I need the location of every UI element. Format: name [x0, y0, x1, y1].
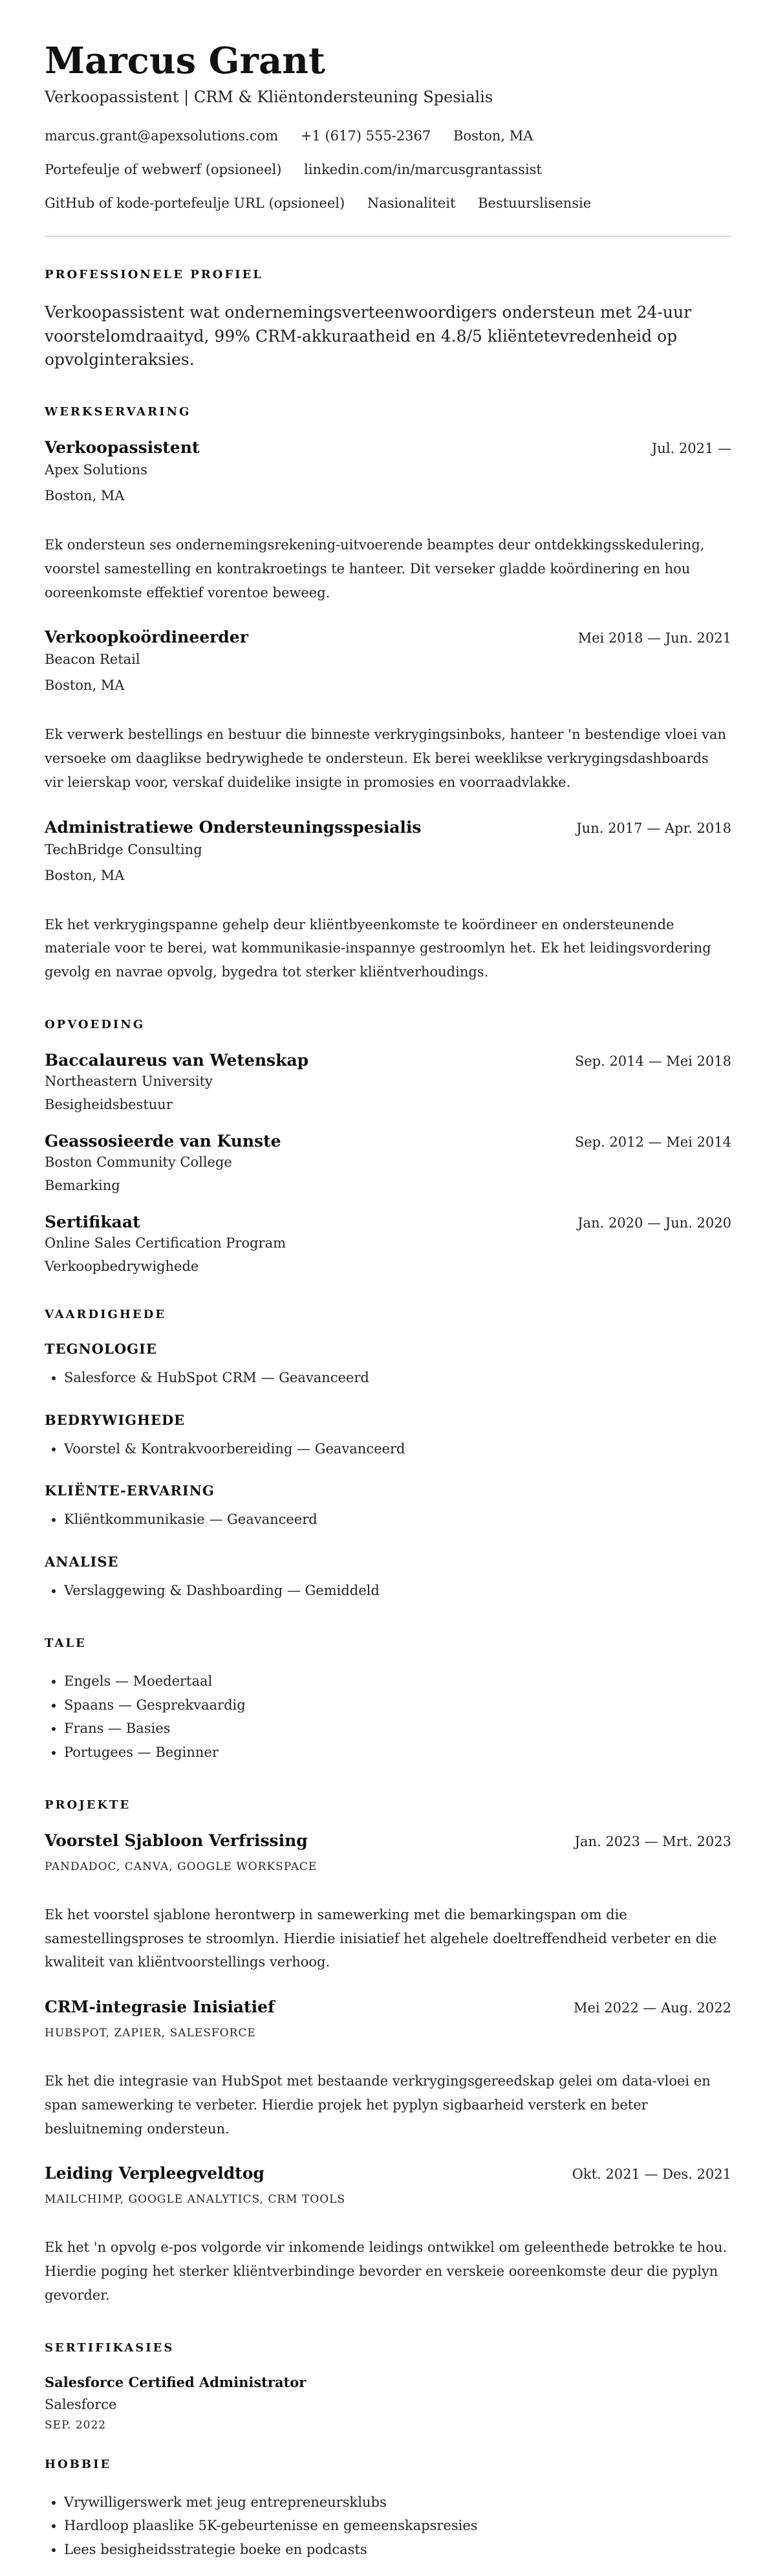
- experience-role: Administratiewe Ondersteuningsspesialis: [45, 817, 422, 837]
- experience-date: Mei 2018 — Jun. 2021: [577, 630, 731, 646]
- certification-name: Salesforce Certified Administrator: [45, 2373, 307, 2390]
- section-title-languages: TALE: [45, 1636, 87, 1650]
- projects-section: [45, 1798, 731, 2307]
- experience-location: Boston, MA: [45, 488, 125, 504]
- project-date: Mei 2022 — Aug. 2022: [573, 2000, 731, 2016]
- contact-nationality: Nasionaliteit: [367, 195, 456, 212]
- project-tech: HUBSPOT, ZAPIER, SALESFORCE: [45, 2027, 256, 2040]
- experience-role: Verkoopassistent: [45, 438, 200, 457]
- experience-description: Ek verwerk bestellings en bestuur die binneste verkrygingsinboks, hanteer 'n bestendige vloei van versoeke om daaglikse bedrywighede te ondersteun. Ek berei weeklikse verkrygingsdashboards vir leierskap voor, verskaf duidelike insigte in promosies en voorraadvlakke.: [45, 727, 726, 790]
- skill-list: [45, 1366, 731, 1390]
- project-entry: [45, 2164, 731, 2307]
- skill-item: • Kliëntkommunikasie — Geavanceerd: [64, 1508, 731, 1532]
- section-title-experience: WERKSERVARING: [45, 405, 191, 419]
- skill-list: [45, 1508, 731, 1532]
- project-description: Ek het voorstel sjablone herontwerp in samewerking met die bemarkingspan om die samestellingsproses te stroomlyn. Hierdie inisiatief het algehele doeltreffendheid verbeter en die kwaliteit van kliëntvoorstellings verhoog.: [45, 1906, 717, 1970]
- skill-category: BEDRYWIGHEDE: [45, 1411, 186, 1428]
- contact-row-3: [45, 195, 731, 211]
- education-section: [45, 1018, 731, 1274]
- experience-entry: [45, 628, 731, 794]
- education-date: Sep. 2014 — Mei 2018: [574, 1053, 731, 1069]
- section-title-projects: PROJEKTE: [45, 1798, 131, 1812]
- certification-date: SEP. 2022: [45, 2418, 107, 2432]
- project-tech: PANDADOC, CANVA, GOOGLE WORKSPACE: [45, 1860, 318, 1873]
- project-description: Ek het die integrasie van HubSpot met bestaande verkrygingsgereedskap gelei om data-vloei en span samewerking te verbeter. Hierdie projek het pyplyn sigbaarheid versterk en beter besluitneming ondersteun.: [45, 2073, 711, 2137]
- education-degree: Baccalaureus van Wetenskap: [45, 1050, 309, 1070]
- project-name: Voorstel Sjabloon Verfrissing: [45, 1831, 308, 1850]
- candidate-subtitle: Verkoopassistent | CRM & Kliëntondersteuning Spesialis: [45, 88, 493, 107]
- contact-row-1: [45, 128, 731, 144]
- profile-summary: Verkoopassistent wat ondernemingsverteenwoordigers ondersteun met 24-uur voorstelomdraaityd, 99% CRM-akkuraatheid en 4.8/5 kliëntetevredenheid op opvolginteraksies.: [45, 303, 692, 369]
- languages-section: [45, 1636, 731, 1765]
- contact-linkedin[interactable]: linkedin.com/in/marcusgrantassist: [304, 162, 542, 178]
- skill-category: ANALISE: [45, 1554, 119, 1570]
- contact-location: Boston, MA: [453, 128, 534, 144]
- section-title-profile: PROFESSIONELE PROFIEL: [45, 268, 263, 282]
- hobbies-section: [45, 2458, 731, 2562]
- project-description: Ek het 'n opvolg e-pos volgorde vir inkomende leidings ontwikkel om geleenthede betrokke te hou. Hierdie poging het sterker kliëntverbindinge bevorder en verskeie ooreenkomste deur die pyplyn gevorder.: [45, 2240, 727, 2303]
- language-list: [45, 1669, 731, 1765]
- experience-date: Jul. 2021 —: [651, 441, 731, 457]
- project-name: Leiding Verpleegveldtog: [45, 2164, 264, 2183]
- project-entry: [45, 1831, 731, 1974]
- experience-entry: [45, 818, 731, 984]
- contact-email[interactable]: marcus.grant@apexsolutions.com: [45, 128, 279, 144]
- education-date: Sep. 2012 — Mei 2014: [574, 1134, 731, 1150]
- section-title-education: OPVOEDING: [45, 1017, 146, 1031]
- education-school: Boston Community College: [45, 1154, 232, 1170]
- project-date: Jan. 2023 — Mrt. 2023: [574, 1833, 731, 1849]
- education-field: Besigheidsbestuur: [45, 1096, 173, 1112]
- education-degree: Geassosieerde van Kunste: [45, 1131, 281, 1150]
- experience-entry: [45, 438, 731, 604]
- skill-category: KLIËNTE-ERVARING: [45, 1482, 215, 1499]
- contact-phone[interactable]: +1 (617) 555-2367: [300, 128, 431, 144]
- section-title-hobbies: HOBBIE: [45, 2457, 112, 2471]
- certifications-section: [45, 2341, 731, 2432]
- contact-portfolio[interactable]: Portefeulje of webwerf (opsioneel): [45, 162, 282, 178]
- contact-row-2: [45, 162, 731, 177]
- resume-header: [45, 40, 731, 211]
- skill-list: [45, 1437, 731, 1461]
- project-entry: [45, 1998, 731, 2141]
- skills-section: [45, 1308, 731, 1603]
- language-item: • Portugees — Beginner: [64, 1741, 731, 1765]
- experience-location: Boston, MA: [45, 677, 125, 694]
- skill-item: • Salesforce & HubSpot CRM — Geavanceerd: [64, 1366, 731, 1390]
- contact-drivers-license: Bestuurslisensie: [478, 195, 592, 212]
- experience-date: Jun. 2017 — Apr. 2018: [576, 820, 731, 836]
- education-entry: [45, 1051, 731, 1112]
- education-field: Verkoopbedrywighede: [45, 1258, 199, 1274]
- education-school: Northeastern University: [45, 1073, 213, 1089]
- experience-location: Boston, MA: [45, 867, 125, 883]
- experience-company: Apex Solutions: [45, 462, 147, 478]
- section-title-skills: VAARDIGHEDE: [45, 1307, 166, 1321]
- certification-issuer: Salesforce: [45, 2396, 117, 2412]
- profile-section: [45, 268, 731, 371]
- project-date: Okt. 2021 — Des. 2021: [572, 2166, 731, 2183]
- candidate-name: Marcus Grant: [45, 39, 325, 82]
- hobby-item: • Hardloop plaaslike 5K-gebeurtenisse en gemeenskapsresies: [64, 2514, 731, 2538]
- experience-company: Beacon Retail: [45, 652, 140, 668]
- experience-role: Verkoopkoördineerder: [45, 628, 248, 647]
- language-item: • Spaans — Gesprekvaardig: [64, 1693, 731, 1717]
- skill-item: • Verslaggewing & Dashboarding — Gemiddeld: [64, 1579, 731, 1603]
- experience-description: Ek het verkrygingspanne gehelp deur kliëntbyeenkomste te koördineer en ondersteunende materiale voor te berei, wat kommunikasie-inspannye gestroomlyn het. Ek het leidingsvordering gevolg en navrae opvolg, bygedra tot sterker kliëntverhoudings.: [45, 916, 711, 980]
- experience-description: Ek ondersteun ses ondernemingsrekening-uitvoerende beamptes deur ontdekkingsskedulering, voorstel samestelling en kontrakroetings te hanteer. Dit verseker gladde koördinering en hou ooreenkomste effektief vorentoe beweeg.: [45, 537, 705, 600]
- hobby-list: [45, 2491, 731, 2562]
- skill-item: • Voorstel & Kontrakvoorbereiding — Geavanceerd: [64, 1437, 731, 1461]
- education-entry: [45, 1213, 731, 1274]
- header-divider: [45, 236, 731, 237]
- language-item: • Frans — Basies: [64, 1717, 731, 1741]
- hobby-item: • Vrywilligerswerk met jeug entrepreneursklubs: [64, 2491, 731, 2515]
- experience-company: TechBridge Consulting: [45, 841, 202, 857]
- skill-category: TEGNOLOGIE: [45, 1340, 157, 1357]
- hobby-item: • Lees besigheidsstrategie boeke en podcasts: [64, 2538, 731, 2562]
- section-title-certifications: SERTIFIKASIES: [45, 2340, 175, 2355]
- education-entry: [45, 1132, 731, 1193]
- project-name: CRM-integrasie Inisiatief: [45, 1998, 275, 2017]
- project-tech: MAILCHIMP, GOOGLE ANALYTICS, CRM TOOLS: [45, 2193, 346, 2207]
- skill-list: [45, 1579, 731, 1603]
- contact-github[interactable]: GitHub of kode-portefeulje URL (opsioneel): [45, 195, 345, 212]
- education-school: Online Sales Certification Program: [45, 1235, 286, 1251]
- education-degree: Sertifikaat: [45, 1212, 140, 1231]
- education-field: Bemarking: [45, 1177, 120, 1193]
- language-item: • Engels — Moedertaal: [64, 1669, 731, 1693]
- education-date: Jan. 2020 — Jun. 2020: [577, 1215, 731, 1231]
- experience-section: [45, 405, 731, 984]
